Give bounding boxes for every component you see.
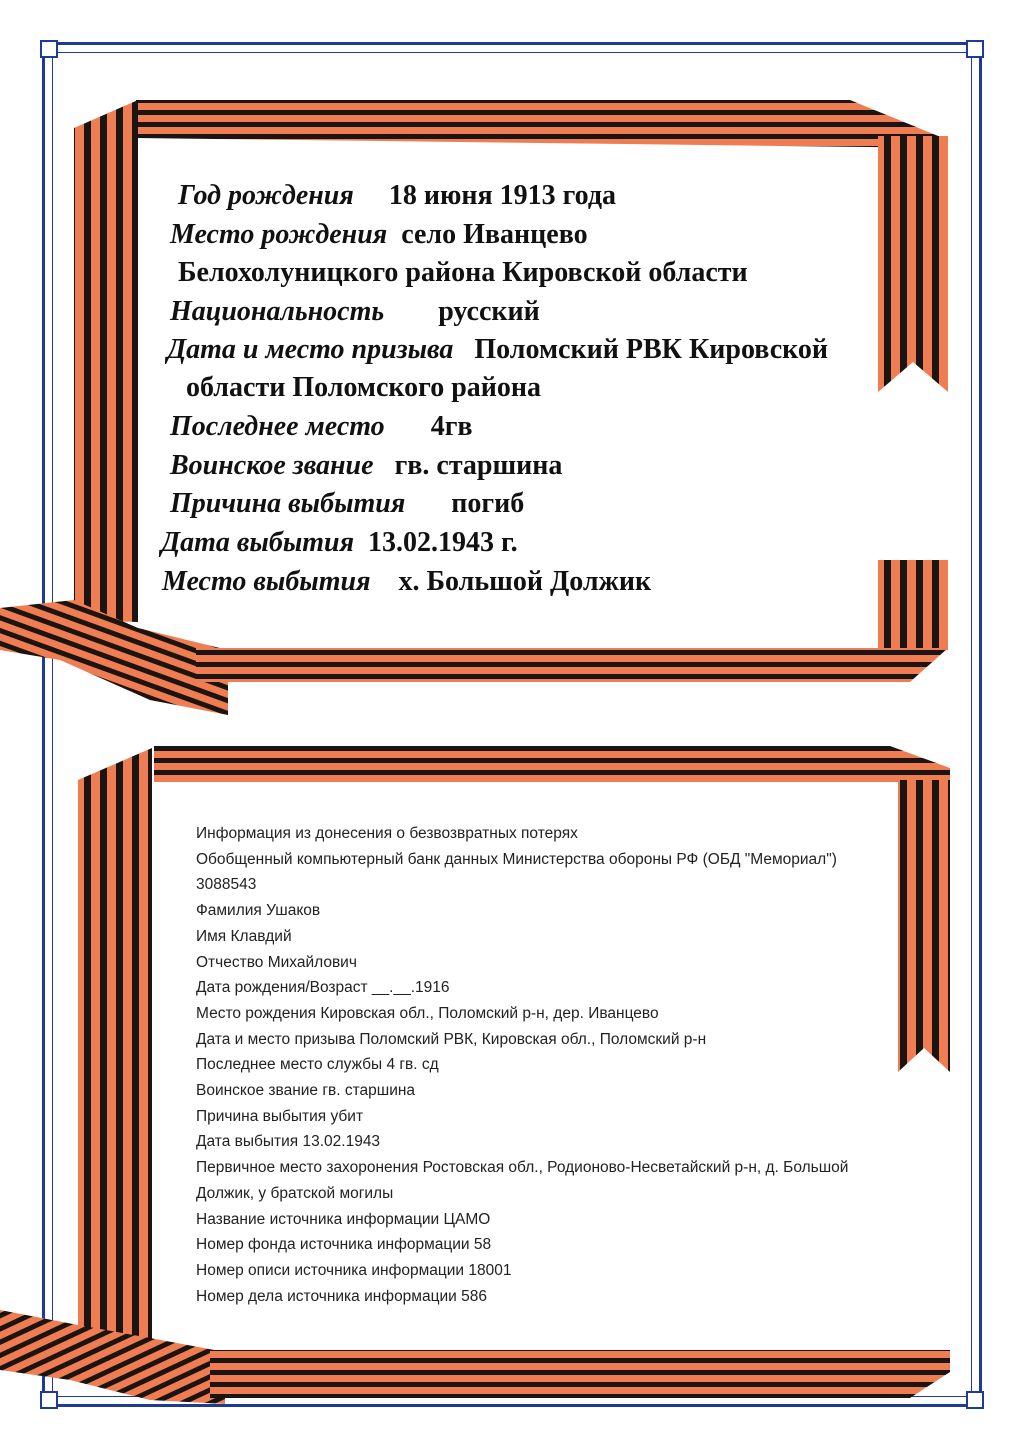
memorial-line: Последнее место службы 4 гв. сд (196, 1056, 439, 1074)
reason-value: погиб (451, 488, 525, 519)
record-leave-place (162, 566, 651, 598)
reason-label: Причина выбытия (170, 488, 406, 519)
memorial-line: Фамилия Ушаков (196, 902, 321, 920)
record-nationality (170, 296, 540, 328)
birth-date-value: 18 июня 1913 года (388, 180, 616, 211)
record-birth-date (178, 180, 616, 212)
memorial-line: Воинское звание гв. старшина (196, 1082, 416, 1100)
leave-place-label: Место выбытия (162, 566, 371, 597)
rank-value: гв. старшина (394, 450, 563, 481)
leave-date-value: 13.02.1943 г. (368, 527, 518, 558)
record-leave-date (161, 527, 518, 559)
record-draft (167, 334, 828, 366)
nationality-value: русский (438, 296, 540, 327)
memorial-line: Номер фонда источника информации 58 (196, 1236, 492, 1254)
memorial-line: Дата и место призыва Поломский РВК, Кировская обл., Поломский р-н (196, 1030, 707, 1048)
memorial-line: Название источника информации ЦАМО (196, 1210, 491, 1228)
memorial-line: Место рождения Кировская обл., Поломский р-н, дер. Иванцево (196, 1004, 659, 1022)
record-birthplace-cont (178, 257, 748, 289)
draft-label: Дата и место призыва (167, 334, 454, 365)
memorial-line: Обобщенный компьютерный банк данных Министерства обороны РФ (ОБД "Мемориал") (196, 850, 837, 868)
record-rank (170, 450, 562, 482)
memorial-line: Информация из донесения о безвозвратных потерях (196, 825, 578, 842)
record-draft-cont (186, 372, 541, 404)
memorial-line: Номер дела источника информации 586 (196, 1287, 487, 1305)
memorial-line: Имя Клавдий (196, 927, 292, 945)
memorial-line: Причина выбытия убит (196, 1107, 364, 1125)
record-birthplace (170, 219, 588, 251)
birth-date-label: Год рождения (178, 180, 354, 211)
memorial-line: Номер описи источника информации 18001 (196, 1261, 512, 1279)
birthplace-label: Место рождения (170, 219, 388, 250)
memorial-line: Первичное место захоронения Ростовская обл., Родионово-Несветайский р-н, д. Большой (196, 1159, 849, 1177)
last-place-label: Последнее место (170, 411, 385, 442)
record-reason (170, 488, 524, 520)
memorial-line: Должик, у братской могилы (196, 1184, 394, 1202)
record-last-place (170, 411, 473, 443)
birthplace-value-1: село Иванцево (401, 219, 588, 250)
rank-label: Воинское звание (170, 450, 374, 481)
leave-place-value: х. Большой Должик (398, 566, 652, 597)
birthplace-value-2: Белохолуницкого района Кировской области (178, 257, 748, 288)
leave-date-label: Дата выбытия (161, 527, 355, 558)
nationality-label: Национальность (170, 296, 385, 327)
memorial-line: Отчество Михайлович (196, 953, 357, 971)
memorial-line: Дата выбытия 13.02.1943 (196, 1133, 381, 1151)
memorial-extract (196, 821, 896, 1309)
memorial-line: 3088543 (196, 876, 257, 894)
last-place-value: 4гв (430, 411, 473, 442)
draft-value-2: области Поломского района (186, 372, 542, 403)
memorial-line: Дата рождения/Возраст __.__.1916 (196, 979, 450, 997)
draft-value-1: Поломский РВК Кировской (474, 334, 829, 365)
